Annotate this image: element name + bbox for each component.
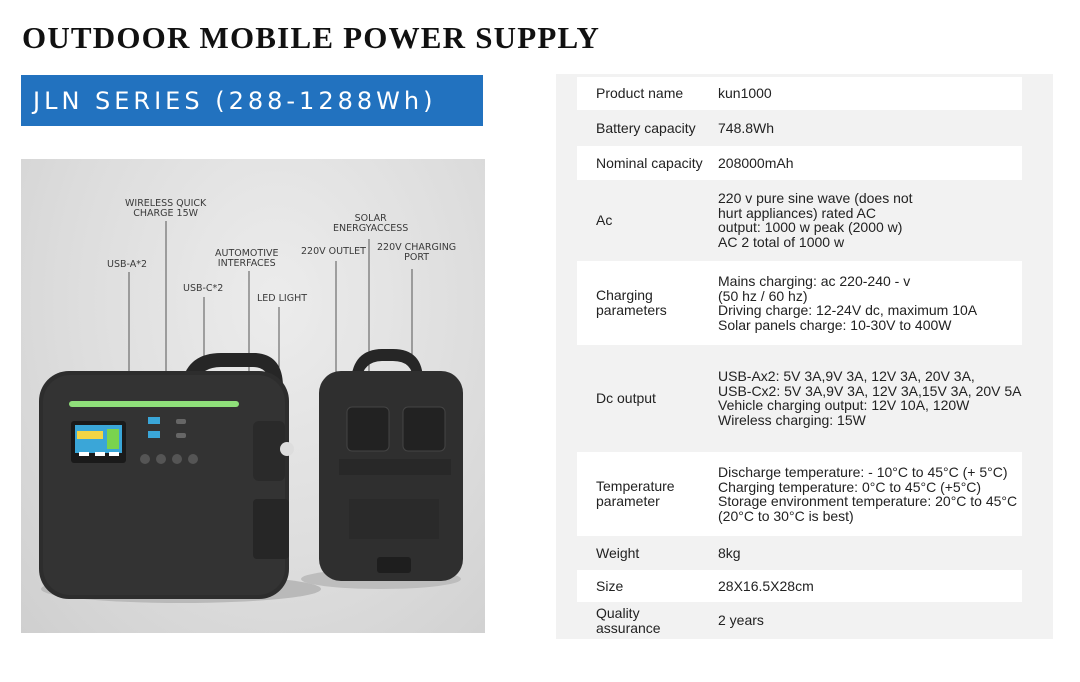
front-unit [39, 353, 321, 603]
callout-charging-port: 220V CHARGING PORT [377, 242, 457, 263]
callout-usb-a: USB-A*2 [107, 259, 148, 270]
spec-row-weight [577, 536, 1022, 570]
spec-label: Weight [596, 544, 640, 561]
spec-label: Quality assurance [596, 604, 661, 636]
spec-value: 28X16.5X28cm [718, 577, 814, 594]
spec-value: 748.8Wh [718, 119, 775, 136]
spec-value: kun1000 [718, 85, 772, 102]
spec-row-quality-assurance [577, 602, 1022, 639]
spec-row-product-name [577, 77, 1022, 110]
spec-value: Mains charging: ac 220-240 - v (50 hz / 60 hz) Driving charge: 12-24V dc, maximum 10A Solar panels charge: 10-30V to 400W [718, 273, 978, 333]
back-unit [301, 349, 463, 589]
spec-row-size [577, 570, 1022, 602]
page-title: OUTDOOR MOBILE POWER SUPPLY [22, 20, 601, 55]
spec-value: 8kg [718, 544, 741, 561]
spec-row-battery-capacity [577, 110, 1022, 146]
product-photo [21, 159, 485, 633]
spec-row-charging-parameters [577, 261, 1022, 345]
spec-label: Nominal capacity [596, 154, 703, 171]
spec-row-temperature [577, 452, 1022, 536]
spec-panel [556, 74, 1053, 639]
spec-row-dc-output [577, 345, 1022, 451]
spec-row-ac [577, 180, 1022, 260]
spec-label: Size [596, 577, 624, 594]
spec-label: Product name [596, 85, 684, 101]
callout-220v-outlet: 220V OUTLET [301, 246, 366, 257]
spec-value: 2 years [718, 612, 764, 629]
spec-label: Charging parameters [596, 287, 667, 318]
spec-value: 220 v pure sine wave (does not hurt appliances) rated AC output: 1000 w peak (2000 w) AC 2 total of 1000 w [718, 190, 913, 250]
spec-label: Ac [596, 211, 613, 228]
spec-value: USB-Ax2: 5V 3A,9V 3A, 12V 3A, 20V 3A, USB-Cx2: 5V 3A,9V 3A, 12V 3A,15V 3A, 20V 5A Vehicle charging output: 12V 10A, 120W Wireless charging: 15W [718, 368, 1022, 428]
callout-automotive: AUTOMOTIVE INTERFACES [215, 248, 279, 269]
power-station-illustration [21, 159, 485, 633]
callout-usb-c: USB-C*2 [183, 283, 224, 294]
callout-wireless-charge: WIRELESS QUICK CHARGE 15W [125, 198, 207, 219]
spec-value: 208000mAh [718, 154, 794, 171]
series-banner: JLN SERIES (288-1288Wh) [21, 75, 483, 126]
spec-row-nominal-capacity [577, 146, 1022, 180]
spec-value: Discharge temperature: - 10°C to 45°C (+ 5°C) Charging temperature: 0°C to 45°C (+5°C) Storage environment temperature: 20°C to 45°C (20°C to 30°C is best) [718, 464, 1018, 524]
callout-solar: SOLAR ENERGYACCESS [333, 213, 409, 234]
spec-label: Dc output [596, 389, 656, 406]
spec-label: Battery capacity [596, 119, 696, 136]
callout-led-light: LED LIGHT [257, 293, 308, 304]
spec-label: Temperature parameter [596, 478, 675, 509]
